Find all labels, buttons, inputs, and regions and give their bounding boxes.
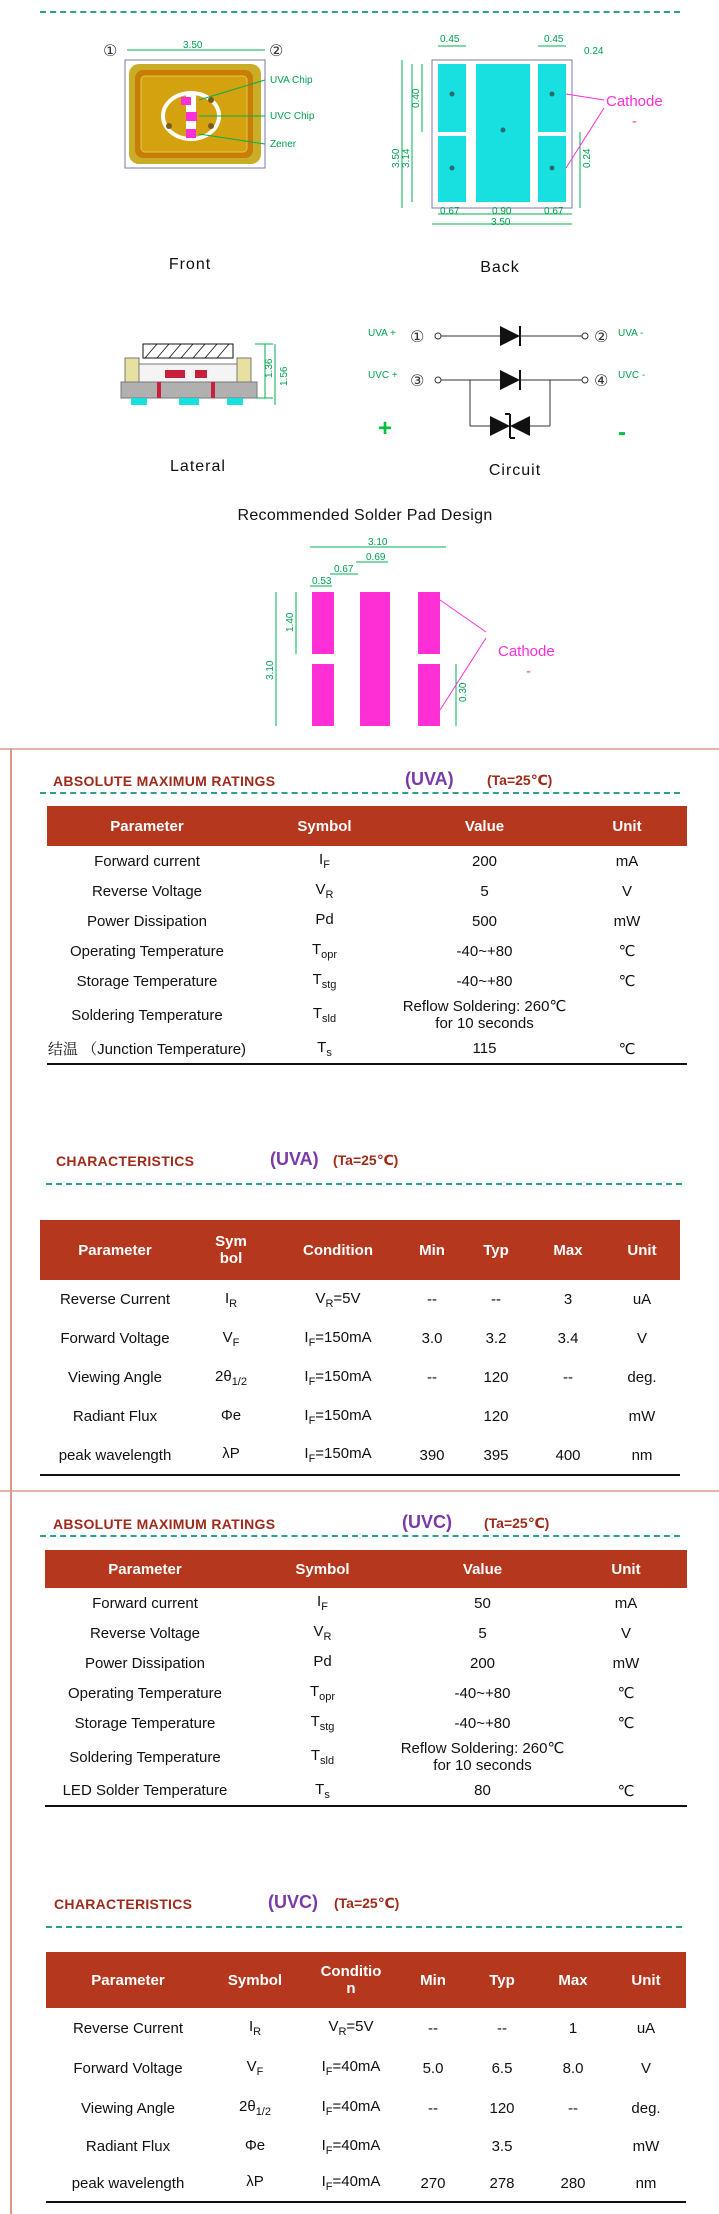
table-row: Reverse Current $I_R$ $V_R=5V$ -- -- 3 uA [59, 1289, 652, 1310]
uvc-abs-ta: (Ta=25℃) [484, 1515, 550, 1531]
svg-text:-: - [526, 663, 531, 680]
table-row: Soldering Temperature $T_{sld}$ Reflow Soldering: 260℃ for 10 seconds [69, 1740, 565, 1774]
circuit-plus: + [378, 415, 393, 442]
table-row: Forward Voltage $V_F$ $I_F=150mA$ 3.0 3.2 3.4 V [60, 1328, 647, 1349]
uva-char-title: CHARACTERISTICS [56, 1153, 195, 1169]
back-view-diagram [388, 28, 688, 238]
svg-text:0.67: 0.67 [544, 206, 564, 217]
uvc-char-divider [46, 1926, 682, 1928]
uvc-char-ta: (Ta=25℃) [334, 1895, 400, 1911]
svg-text:3.50: 3.50 [391, 148, 402, 168]
section-divider [0, 748, 719, 750]
uvc-char-table [46, 1952, 686, 2203]
svg-text:0.24: 0.24 [584, 46, 604, 57]
table-row: peak wavelength λP $I_F=150mA$ 390 395 400 nm [40, 1436, 680, 1475]
col-header: Typ [460, 1220, 532, 1280]
col-header: Condition [272, 1220, 404, 1280]
svg-text:0.69: 0.69 [366, 552, 386, 563]
table-row: Storage Temperature $T_{stg}$ -40~+80 ℃ [76, 971, 636, 991]
uvc-chip-label: UVC Chip [270, 111, 315, 122]
svg-text:3.10: 3.10 [368, 537, 388, 548]
col-header: Min [402, 1952, 464, 2008]
uva-abs-divider [40, 792, 680, 794]
uva-abs-sub: (UVA) [405, 769, 454, 789]
back-cathode-label: Cathode [606, 93, 663, 110]
table-row: 结温 （Junction Temperature) $T_s$ 115 ℃ [47, 1034, 687, 1064]
col-header: Value [402, 806, 567, 846]
section-border-left [10, 748, 12, 1490]
solder-pad-diagram [260, 530, 600, 735]
lateral-view-diagram [115, 330, 315, 440]
table-row: Operating Temperature $T_{opr}$ -40~+80 ℃ [70, 941, 636, 961]
svg-text:UVA -: UVA - [618, 328, 644, 339]
svg-text:①: ① [410, 327, 425, 346]
svg-text:0.40: 0.40 [411, 88, 422, 108]
col-header: Max [540, 1952, 606, 2008]
uva-char-divider [46, 1183, 682, 1185]
svg-text:1.56: 1.56 [279, 366, 290, 386]
pad-cathode-label: Cathode [498, 643, 555, 660]
uva-char-ta: (Ta=25℃) [333, 1152, 399, 1168]
table-row: Forward Voltage $V_F$ $I_F=40mA$ 5.0 6.5 8.0 V [73, 2058, 651, 2078]
table-row: Reverse Current $I_R$ $V_R=5V$ -- -- 1 uA [72, 2018, 656, 2038]
uva-chip-label: UVA Chip [270, 75, 313, 86]
col-header: Value [400, 1550, 565, 1588]
col-header: Symbol [210, 1952, 300, 2008]
table-row: Viewing Angle $2\theta_{1/2}$ $I_F=150mA$ -- 120 -- deg. [68, 1367, 657, 1388]
svg-text:0.30: 0.30 [458, 682, 469, 702]
col-header: Parameter [47, 806, 247, 846]
svg-text:③: ③ [410, 371, 425, 390]
svg-text:1.36: 1.36 [264, 358, 275, 378]
uvc-char-sub: (UVC) [268, 1892, 318, 1912]
svg-text:UVC -: UVC - [618, 370, 646, 381]
col-header: Unit [604, 1220, 680, 1280]
circuit-diagram [360, 318, 660, 458]
table-row: Reverse Voltage $V_R$ 5 V [91, 881, 632, 901]
table-row: Radiant Flux Φe $I_F=150mA$ 120 mW [72, 1406, 656, 1427]
uva-char-sub: (UVA) [270, 1149, 319, 1169]
uvc-abs-sub: (UVC) [402, 1512, 452, 1532]
table-row: Operating Temperature $T_{opr}$ -40~+80 ℃ [68, 1683, 635, 1703]
svg-text:3.10: 3.10 [265, 660, 276, 680]
svg-text:1.40: 1.40 [285, 612, 296, 632]
svg-text:0.24: 0.24 [582, 148, 593, 168]
col-header: Parameter [45, 1550, 245, 1588]
col-header: Parameter [40, 1220, 190, 1280]
svg-text:0.67: 0.67 [334, 564, 354, 575]
table-row: Soldering Temperature $T_{sld}$ Reflow Soldering: 260℃ for 10 seconds [71, 998, 567, 1032]
uva-abs-title: ABSOLUTE MAXIMUM RATINGS [53, 773, 276, 789]
svg-text:0.90: 0.90 [492, 206, 512, 217]
uva-abs-ta: (Ta=25℃) [487, 772, 553, 788]
table-row: Forward current $I_F$ 200 mA [94, 851, 639, 871]
col-header: Unit [565, 1550, 687, 1588]
solder-pad-title: Recommended Solder Pad Design [237, 507, 493, 524]
col-header: Min [404, 1220, 460, 1280]
front-width-dim: 3.50 [183, 40, 203, 51]
uvc-abs-title: ABSOLUTE MAXIMUM RATINGS [53, 1516, 276, 1532]
svg-text:④: ④ [594, 371, 609, 390]
table-row: Reverse Voltage $V_R$ 5 V [89, 1623, 631, 1643]
lateral-caption: Lateral [170, 458, 226, 475]
table-row: Viewing Angle $2\theta_{1/2}$ $I_F=40mA$ -- 120 -- deg. [81, 2098, 661, 2118]
front-caption: Front [168, 256, 212, 273]
zener-label: Zener [270, 139, 297, 150]
svg-text:3.50: 3.50 [491, 217, 511, 228]
table-row: Forward current $I_F$ 50 mA [92, 1593, 638, 1613]
table-row: Storage Temperature $T_{stg}$ -40~+80 ℃ [74, 1713, 635, 1733]
table-row: Radiant Flux Φe $I_F=40mA$ 3.5 mW [85, 2136, 660, 2157]
front-pin1: ① [103, 41, 118, 60]
front-view-diagram [95, 28, 365, 208]
col-header: Parameter [46, 1952, 210, 2008]
col-header: Max [532, 1220, 604, 1280]
section-border-left [10, 1490, 12, 2214]
front-pin2: ② [269, 41, 284, 60]
col-header: Symbol [247, 806, 402, 846]
uvc-abs-divider [40, 1535, 680, 1537]
svg-text:0.53: 0.53 [312, 576, 332, 587]
back-caption: Back [480, 259, 520, 276]
table-row: Power Dissipation Pd 200 mW [84, 1653, 640, 1672]
col-header: Conditio n [300, 1952, 402, 2008]
svg-text:0.67: 0.67 [440, 206, 460, 217]
uva-char-table [40, 1220, 680, 1476]
col-header: Unit [606, 1952, 686, 2008]
table-row: LED Solder Temperature $T_s$ 80 ℃ [45, 1776, 687, 1806]
uvc-abs-table [45, 1550, 687, 1807]
circuit-minus: - [618, 419, 626, 446]
col-header: Typ [464, 1952, 540, 2008]
uvc-char-title: CHARACTERISTICS [54, 1896, 193, 1912]
svg-text:0.45: 0.45 [544, 34, 564, 45]
top-divider [40, 11, 680, 13]
col-header: Symbol [245, 1550, 400, 1588]
table-row: Power Dissipation Pd 500 mW [86, 911, 641, 930]
uva-abs-table [47, 806, 687, 1065]
svg-text:UVA +: UVA + [368, 328, 396, 339]
svg-text:3.14: 3.14 [401, 148, 412, 168]
svg-text:②: ② [594, 327, 609, 346]
col-header: Sym bol [190, 1220, 272, 1280]
table-row: peak wavelength λP $I_F=40mA$ 270 278 280 nm [46, 2165, 686, 2202]
svg-text:UVC +: UVC + [368, 370, 398, 381]
col-header: Unit [567, 806, 687, 846]
svg-text:-: - [632, 113, 637, 130]
section-divider [0, 1490, 719, 1492]
svg-text:0.45: 0.45 [440, 34, 460, 45]
circuit-caption: Circuit [488, 462, 542, 479]
